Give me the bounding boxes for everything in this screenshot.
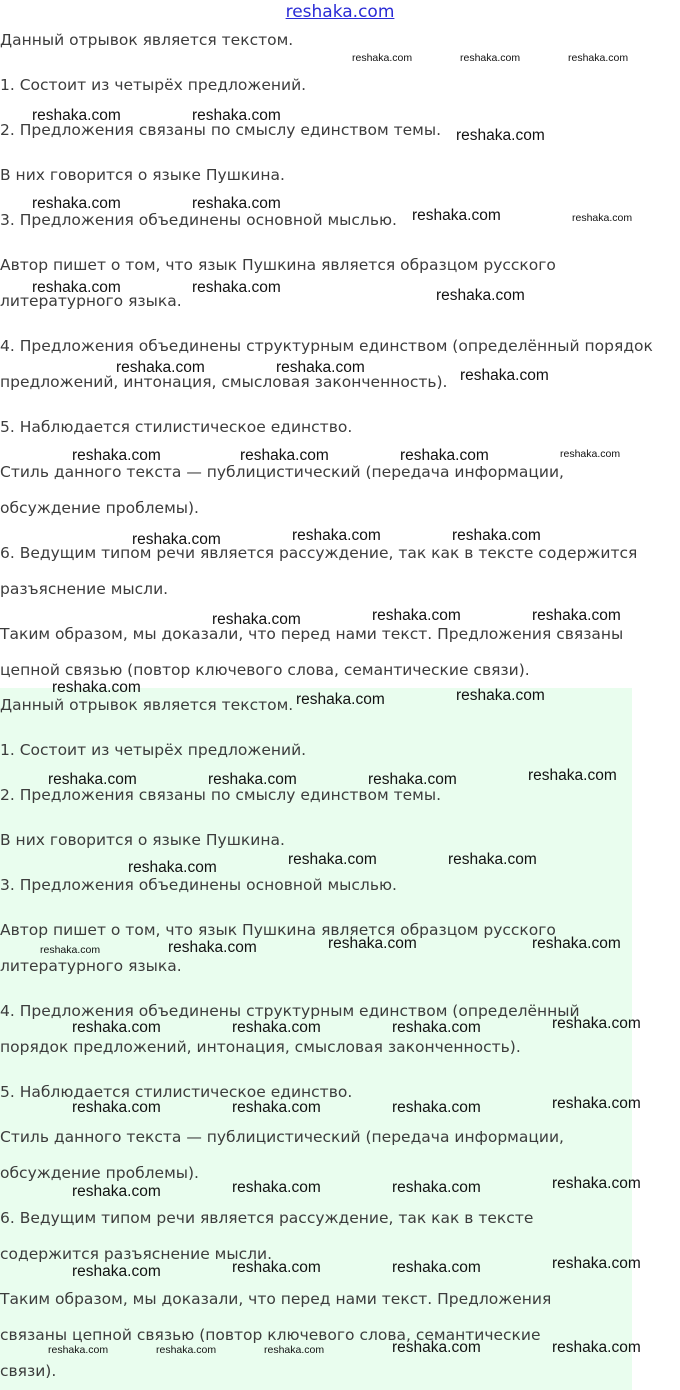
text-line: обсуждение проблемы). [0, 1164, 199, 1182]
watermark: reshaka.com [532, 607, 621, 624]
site-link[interactable]: reshaka.com [285, 2, 395, 22]
text-line: 3. Предложения объединены основной мыслью. [0, 876, 397, 894]
watermark: reshaka.com [392, 1339, 481, 1356]
watermark: reshaka.com [288, 851, 377, 868]
text-line: предложений, интонация, смысловая законченность). [0, 373, 448, 391]
watermark: reshaka.com [128, 859, 217, 876]
watermark: reshaka.com [412, 207, 501, 224]
answer-highlighted [0, 688, 632, 1390]
watermark: reshaka.com [72, 1183, 161, 1200]
watermark: reshaka.com [192, 279, 281, 296]
text-line: содержится разъяснение мысли. [0, 1245, 273, 1263]
watermark: reshaka.com [232, 1099, 321, 1116]
text-line: 3. Предложения объединены основной мыслью. [0, 211, 397, 229]
text-line: разъяснение мысли. [0, 580, 169, 598]
watermark: reshaka.com [552, 1015, 641, 1032]
text-line: порядок предложений, интонация, смысловая законченность). [0, 1038, 521, 1056]
watermark: reshaka.com [460, 52, 521, 64]
watermark: reshaka.com [400, 447, 489, 464]
watermark: reshaka.com [156, 1344, 217, 1356]
watermark: reshaka.com [192, 195, 281, 212]
watermark: reshaka.com [48, 771, 137, 788]
text-line: цепной связью (повтор ключевого слова, семантические связи). [0, 661, 530, 679]
watermark: reshaka.com [168, 939, 257, 956]
watermark: reshaka.com [32, 107, 121, 124]
text-line: Автор пишет о том, что язык Пушкина является образцом русского [0, 256, 556, 274]
text-line: 1. Состоит из четырёх предложений. [0, 741, 307, 759]
text-line: литературного языка. [0, 957, 182, 975]
watermark: reshaka.com [532, 935, 621, 952]
watermark: reshaka.com [276, 359, 365, 376]
text-line: Данный отрывок является текстом. [0, 696, 294, 714]
watermark: reshaka.com [232, 1019, 321, 1036]
watermark: reshaka.com [48, 1344, 109, 1356]
watermark: reshaka.com [528, 767, 617, 784]
watermark: reshaka.com [372, 607, 461, 624]
watermark: reshaka.com [232, 1259, 321, 1276]
text-line: В них говорится о языке Пушкина. [0, 831, 285, 849]
watermark: reshaka.com [456, 127, 545, 144]
text-line: В них говорится о языке Пушкина. [0, 166, 285, 184]
watermark: reshaka.com [436, 287, 525, 304]
text-line: 2. Предложения связаны по смыслу единством темы. [0, 121, 442, 139]
watermark: reshaka.com [192, 107, 281, 124]
watermark: reshaka.com [72, 1263, 161, 1280]
watermark: reshaka.com [132, 531, 221, 548]
text-line: Автор пишет о том, что язык Пушкина является образцом русского [0, 921, 556, 939]
text-line: 2. Предложения связаны по смыслу единством темы. [0, 786, 442, 804]
watermark: reshaka.com [552, 1255, 641, 1272]
watermark: reshaka.com [452, 527, 541, 544]
watermark: reshaka.com [72, 447, 161, 464]
text-line: 1. Состоит из четырёх предложений. [0, 76, 307, 94]
text-line: 4. Предложения объединены структурным единством (определённый [0, 1002, 580, 1020]
watermark: reshaka.com [72, 1019, 161, 1036]
watermark: reshaka.com [232, 1179, 321, 1196]
watermark: reshaka.com [352, 52, 413, 64]
watermark: reshaka.com [392, 1099, 481, 1116]
watermark: reshaka.com [264, 1344, 325, 1356]
watermark: reshaka.com [208, 771, 297, 788]
text-line: Таким образом, мы доказали, что перед нами текст. Предложения связаны [0, 625, 624, 643]
watermark: reshaka.com [72, 1099, 161, 1116]
watermark: reshaka.com [560, 448, 621, 460]
text-line: обсуждение проблемы). [0, 499, 199, 517]
watermark: reshaka.com [392, 1179, 481, 1196]
watermark: reshaka.com [448, 851, 537, 868]
text-line: 5. Наблюдается стилистическое единство. [0, 1083, 353, 1101]
watermark: reshaka.com [240, 447, 329, 464]
text-line: Стиль данного текста — публицистический (передача информации, [0, 463, 564, 481]
text-line: 6. Ведущим типом речи является рассуждение, так как в тексте [0, 1209, 534, 1227]
watermark: reshaka.com [568, 52, 629, 64]
text-line: Таким образом, мы доказали, что перед нами текст. Предложения [0, 1290, 552, 1308]
watermark: reshaka.com [368, 771, 457, 788]
watermark: reshaka.com [392, 1019, 481, 1036]
watermark: reshaka.com [456, 687, 545, 704]
watermark: reshaka.com [572, 212, 633, 224]
text-line: 6. Ведущим типом речи является рассуждение, так как в тексте содержится [0, 544, 638, 562]
text-line: Стиль данного текста — публицистический (передача информации, [0, 1128, 564, 1146]
text-line: литературного языка. [0, 292, 182, 310]
watermark: reshaka.com [212, 611, 301, 628]
watermark: reshaka.com [40, 944, 101, 956]
watermark: reshaka.com [552, 1095, 641, 1112]
text-line: 4. Предложения объединены структурным единством (определённый порядок [0, 337, 653, 355]
watermark: reshaka.com [116, 359, 205, 376]
watermark: reshaka.com [296, 691, 385, 708]
text-line: 5. Наблюдается стилистическое единство. [0, 418, 353, 436]
watermark: reshaka.com [460, 367, 549, 384]
watermark: reshaka.com [32, 195, 121, 212]
watermark: reshaka.com [392, 1259, 481, 1276]
text-line: связаны цепной связью (повтор ключевого слова, семантические [0, 1326, 541, 1344]
watermark: reshaka.com [552, 1175, 641, 1192]
watermark: reshaka.com [328, 935, 417, 952]
watermark: reshaka.com [292, 527, 381, 544]
watermark: reshaka.com [552, 1339, 641, 1356]
watermark: reshaka.com [32, 279, 121, 296]
text-line: связи). [0, 1362, 57, 1380]
watermark: reshaka.com [52, 679, 141, 696]
text-line: Данный отрывок является текстом. [0, 31, 294, 49]
